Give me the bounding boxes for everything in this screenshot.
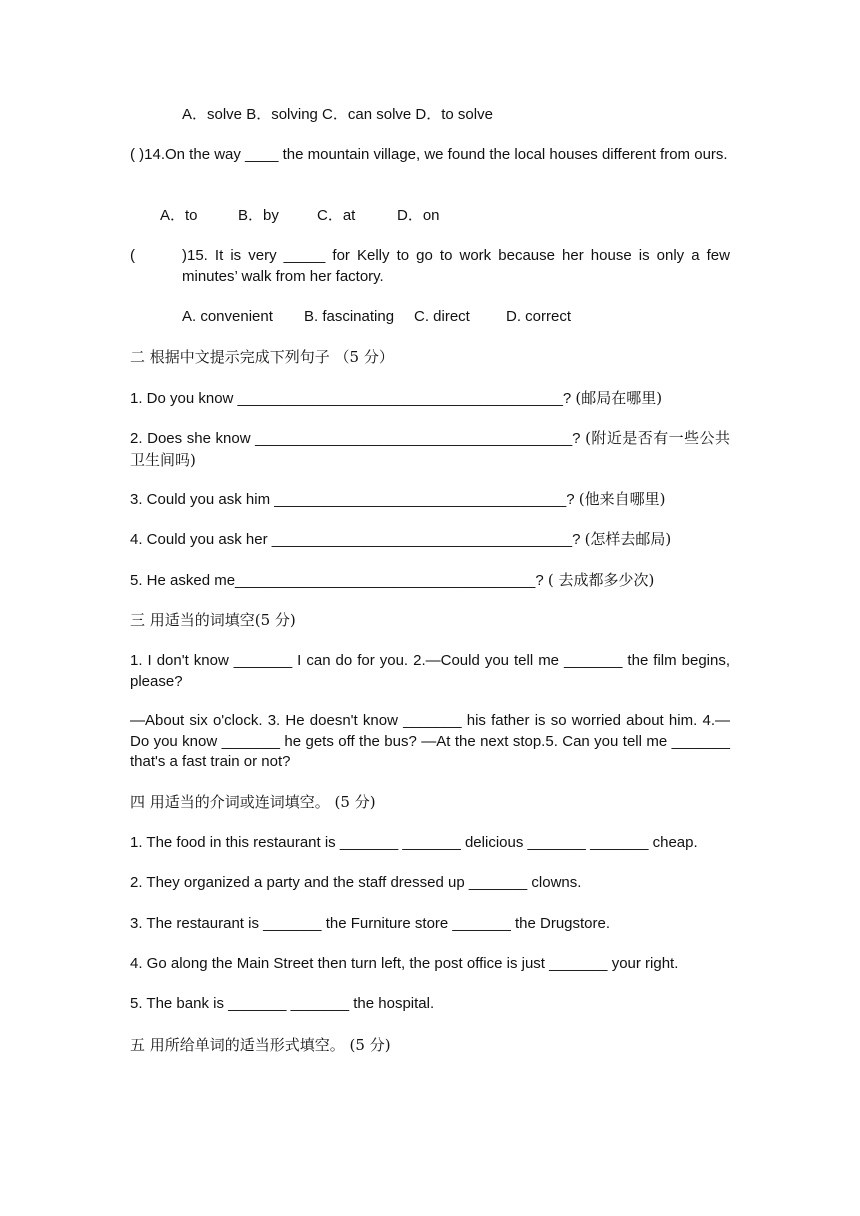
section2-item-1: 1. Do you know _______________________________________? (邮局在哪里) bbox=[130, 389, 663, 407]
q14-option-d: D．on bbox=[397, 207, 440, 224]
section3-paragraph-1: 1. I don't know _______ I can do for you. 2.—Could you tell me _______ the film begins, please? bbox=[130, 652, 730, 690]
q13-options: A．solve B．solving C．can solve D．to solve bbox=[182, 106, 493, 123]
section2-item-3: 3. Could you ask him ___________________________________? (他来自哪里) bbox=[130, 490, 666, 508]
section2-item-5: 5. He asked me____________________________________? ( 去成都多少次) bbox=[130, 571, 655, 589]
q15-option-a: A. convenient bbox=[182, 308, 273, 325]
section2-item-4: 4. Could you ask her ____________________________________? (怎样去邮局) bbox=[130, 530, 672, 548]
q15-stem-line2: minutes’ walk from her factory. bbox=[182, 268, 384, 285]
q15-options bbox=[182, 307, 782, 328]
q15-paren: ( bbox=[130, 247, 135, 264]
section3-paragraph-2: —About six o'clock. 3. He doesn't know _______ his father is so worried about him. 4.—Do you know _______ he gets off the bus? —At the next stop.5. Can you tell me _______ that's a fast train or not? bbox=[130, 712, 730, 770]
q14-option-b: B．by bbox=[238, 207, 279, 224]
section4-item-1: 1. The food in this restaurant is _______ _______ delicious _______ _______ cheap. bbox=[130, 834, 698, 851]
section4-item-4: 4. Go along the Main Street then turn left, the post office is just _______ your right. bbox=[130, 955, 679, 972]
section2-heading: 二 根据中文提示完成下列句子 （5 分） bbox=[130, 348, 394, 366]
q14-option-a: A．to bbox=[160, 207, 198, 224]
section2-item-2: 2. Does she know ______________________________________? (附近是否有一些公共卫生间吗) bbox=[130, 429, 730, 469]
section5-heading: 五 用所给单词的适当形式填空。 (5 分) bbox=[130, 1036, 391, 1054]
q15-option-c: C. direct bbox=[414, 308, 470, 325]
q15-stem-line1: )15. It is very _____ for Kelly to go to work because her house is only a few bbox=[182, 247, 730, 264]
section3-heading: 三 用适当的词填空(5 分) bbox=[130, 611, 296, 629]
q14-options bbox=[160, 206, 760, 227]
q15-option-b: B. fascinating bbox=[304, 308, 395, 325]
q14-stem: ( )14.On the way ____ the mountain village, we found the local houses different from ours. bbox=[130, 146, 728, 163]
q15-option-d: D. correct bbox=[506, 308, 572, 325]
section4-item-3: 3. The restaurant is _______ the Furniture store _______ the Drugstore. bbox=[130, 915, 611, 932]
section4-item-5: 5. The bank is _______ _______ the hospital. bbox=[130, 995, 435, 1012]
section4-heading: 四 用适当的介词或连词填空。 (5 分) bbox=[130, 793, 376, 811]
section4-item-2: 2. They organized a party and the staff dressed up _______ clowns. bbox=[130, 874, 582, 891]
q14-option-c: C．at bbox=[317, 207, 356, 224]
